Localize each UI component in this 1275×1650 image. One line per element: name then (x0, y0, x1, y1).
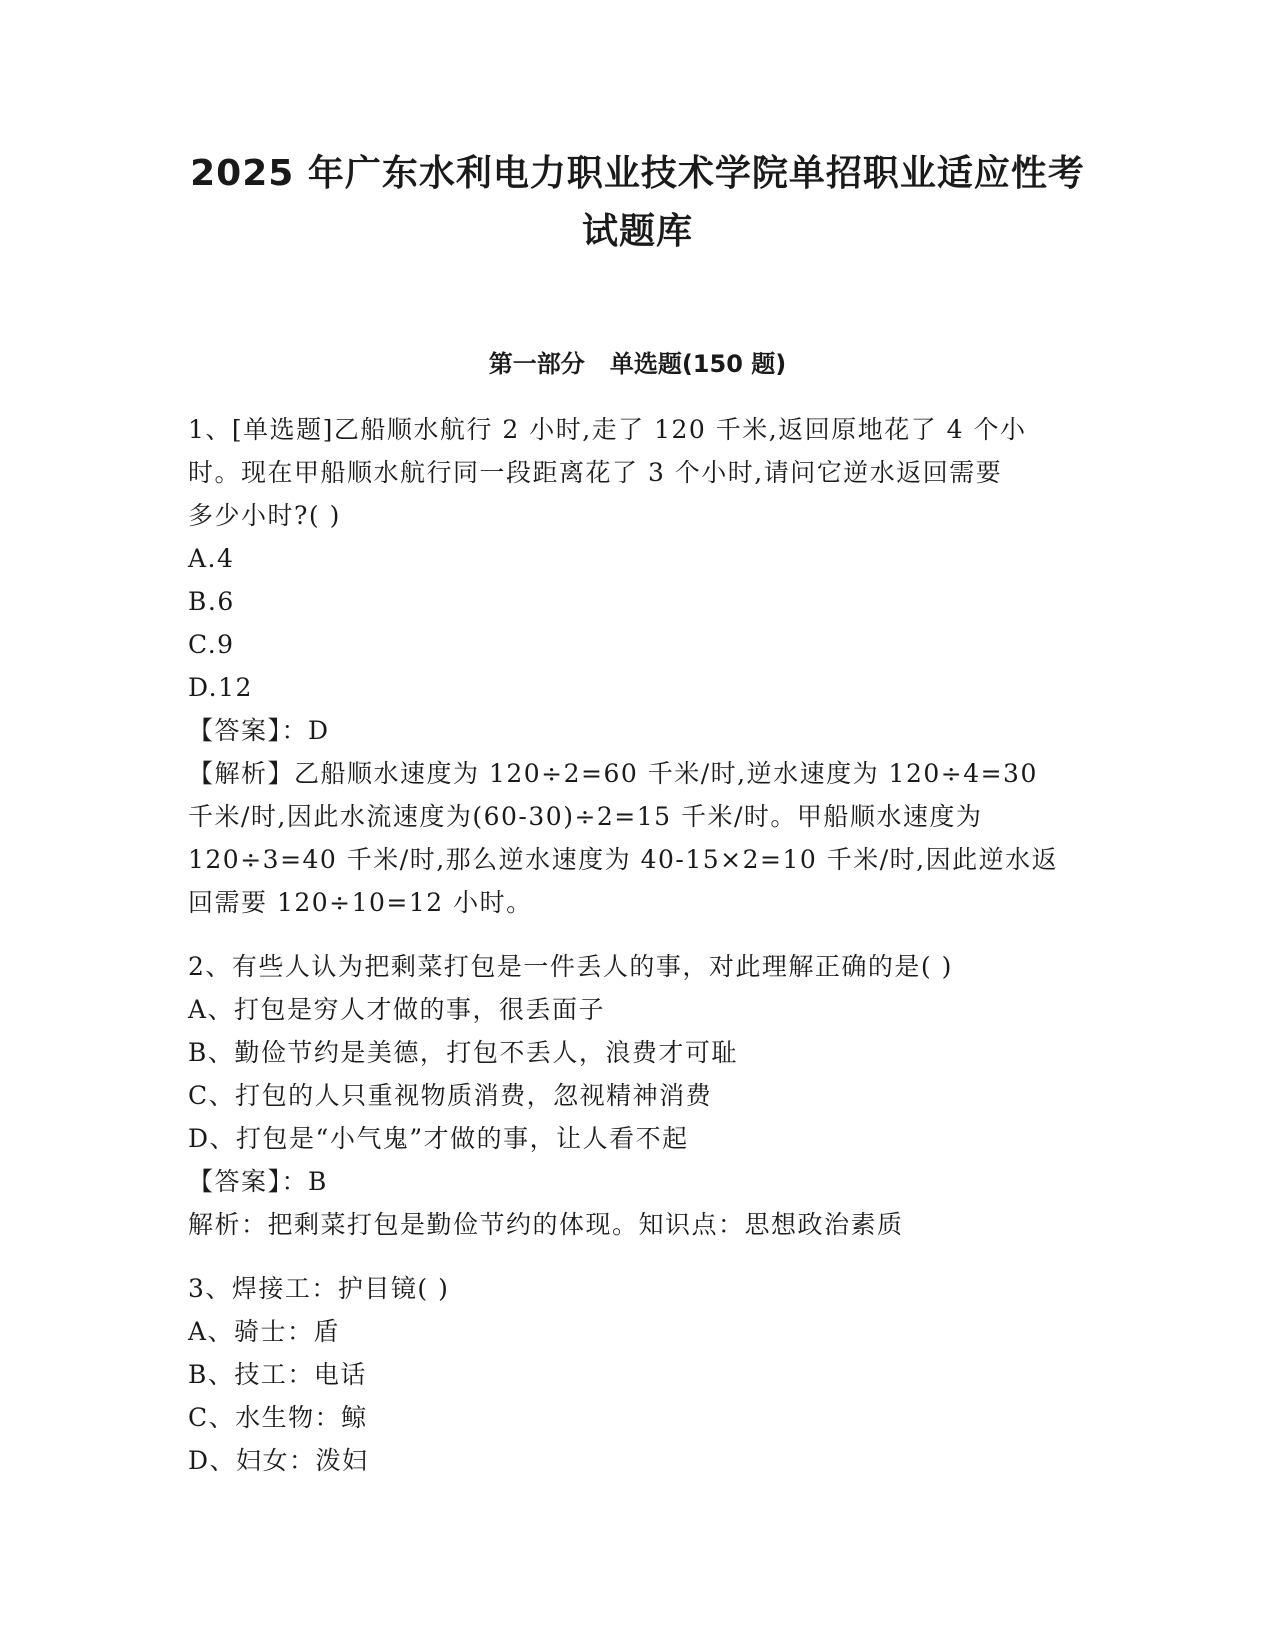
question-2 (188, 945, 1078, 1246)
question-stem-line: 多少小时?( ) (188, 501, 341, 530)
option-d: D.12 (188, 673, 253, 702)
question-spacer (188, 924, 1078, 945)
answer: 【答案】：B (188, 1167, 328, 1196)
answer: 【答案】：D (188, 716, 330, 745)
explanation-line: 120÷3=40 千米/时,那么逆水速度为 40-15×2=10 千米/时,因此逆水返 (188, 845, 1059, 874)
option-b: B.6 (188, 587, 235, 616)
question-stem-line: 2、有些人认为把剩菜打包是一件丢人的事，对此理解正确的是( ) (188, 952, 953, 981)
option-b: B、勤俭节约是美德，打包不丢人，浪费才可耻 (188, 1038, 738, 1067)
option-c: C、打包的人只重视物质消费，忽视精神消费 (188, 1081, 713, 1110)
question-list (188, 408, 1078, 1482)
question-stem-line: 3、焊接工：护目镜( ) (188, 1274, 450, 1303)
explanation-line: 回需要 120÷10=12 小时。 (188, 888, 533, 917)
question-1 (188, 408, 1078, 924)
option-c: C、水生物：鲸 (188, 1403, 368, 1432)
document-title-line-1: 2025 年广东水利电力职业技术学院单招职业适应性考 (190, 153, 1085, 194)
question-stem-line: 时。现在甲船顺水航行同一段距离花了 3 个小时,请问它逆水返回需要 (188, 458, 1003, 487)
option-c: C.9 (188, 630, 235, 659)
option-b: B、技工：电话 (188, 1360, 367, 1389)
explanation-line: 【解析】乙船顺水速度为 120÷2=60 千米/时,逆水速度为 120÷4=30 (188, 759, 1038, 788)
question-3 (188, 1267, 1078, 1482)
section-title: 第一部分 单选题(150 题) (488, 350, 787, 378)
explanation-line: 解析：把剩菜打包是勤俭节约的体现。知识点：思想政治素质 (188, 1210, 904, 1239)
question-stem-line: 1、[单选题]乙船顺水航行 2 小时,走了 120 千米,返回原地花了 4 个小 (188, 415, 1027, 444)
document-title-line-2: 试题库 (581, 211, 693, 252)
document-title (120, 145, 1155, 261)
option-a: A.4 (188, 544, 235, 573)
option-a: A、打包是穷人才做的事，很丢面子 (188, 995, 606, 1024)
option-d: D、打包是“小气鬼”才做的事，让人看不起 (188, 1124, 689, 1153)
explanation-line: 千米/时,因此水流速度为(60-30)÷2=15 千米/时。甲船顺水速度为 (188, 802, 983, 831)
question-spacer (188, 1246, 1078, 1267)
option-d: D、妇女：泼妇 (188, 1446, 369, 1475)
option-a: A、骑士：盾 (188, 1317, 341, 1346)
